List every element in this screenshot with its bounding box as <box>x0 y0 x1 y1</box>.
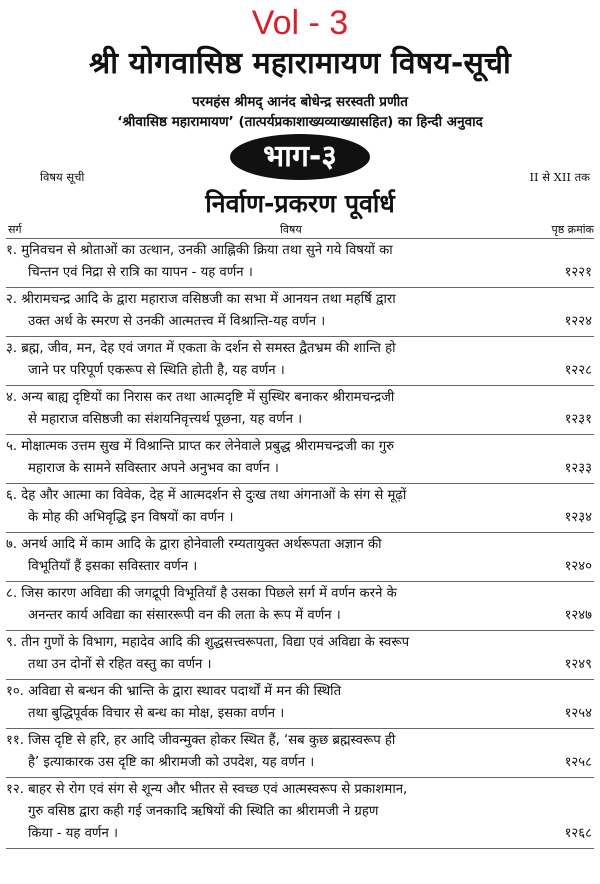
list-item <box>6 680 594 729</box>
column-sarga: सर्ग <box>8 223 22 236</box>
column-headers <box>0 222 600 238</box>
entry-text-line <box>6 654 594 676</box>
entry-text-line <box>6 360 594 382</box>
index-header-row <box>0 170 600 188</box>
entry-text: किया - यह वर्णन । <box>28 826 118 841</box>
list-item <box>6 386 594 435</box>
subtitle-author: परमहंस श्रीमद् आनंद बोधेन्द्र सरस्वती प्रणीत <box>192 94 408 110</box>
entry-text: २. श्रीरामचन्द्र आदि के द्वारा महाराज वसिष्ठजी का सभा में आनयन तथा महर्षि द्वारा <box>6 292 396 307</box>
list-item <box>6 337 594 386</box>
page-number: १२३१ <box>559 409 592 431</box>
entry-text: गुरु वसिष्ठ द्वारा कही गई जनकादि ऋषियों की स्थिति का श्रीरामजी ने ग्रहण <box>28 804 379 819</box>
entry-text: १. मुनिवचन से श्रोताओं का उत्थान, उनकी आह्निकी क्रिया तथा सुने गये विषयों का <box>6 243 393 258</box>
entry-text-line <box>6 338 594 360</box>
entry-text: महाराज के सामने सविस्तार अपने अनुभव का वर्णन । <box>28 461 279 476</box>
list-item <box>6 435 594 484</box>
list-item <box>6 631 594 680</box>
entry-text: चिन्तन एवं निद्रा से रात्रि का यापन - यह वर्णन । <box>28 265 253 280</box>
range-label: II से XII तक <box>529 170 590 184</box>
entry-text-line <box>6 387 594 409</box>
page-number: १२४९ <box>559 654 592 676</box>
entry-text: ४. अन्य बाह्य दृष्टियों का निरास कर तथा आत्मदृष्टि में सुस्थिर बनाकर श्रीरामचन्द्रजी <box>6 390 395 405</box>
subtitle-work: ‘श्रीवासिष्ठ महारामायण’ (तात्पर्यप्रकाशाख्यव्याख्यासहित) का हिन्दी अनुवाद <box>117 114 483 130</box>
entry-text-line <box>6 583 594 605</box>
entry-text: ७. अनर्थ आदि में काम आदि के द्वारा होनेवाली रम्यतायुक्त अर्थरूपता अज्ञान की <box>6 537 382 552</box>
entry-text-line <box>6 436 594 458</box>
entry-text-line <box>6 240 594 262</box>
page-number: १२५८ <box>559 752 592 774</box>
list-item <box>6 484 594 533</box>
volume-label: Vol - 3 <box>251 4 349 42</box>
entry-text: १०. अविद्या से बन्धन की भ्रान्ति के द्वारा स्थावर पदार्थों में मन की स्थिति <box>6 684 342 699</box>
entry-text: जाने पर परिपूर्ण एकरूप से स्थिति होती है, यह वर्णन । <box>28 363 285 378</box>
list-item <box>6 729 594 778</box>
entry-text: ९. तीन गुणों के विभाग, महादेव आदि की शुद्धसत्त्वरूपता, विद्या एवं अविद्या के स्वरूप <box>6 635 410 650</box>
entry-text-line <box>6 409 594 431</box>
entry-text: ८. जिस कारण अविद्या की जगद्रूपी विभूतियाँ है उसका पिछले सर्ग में वर्णन करने के <box>6 586 397 601</box>
entry-text: है’ इत्याकारक उस दृष्टि का श्रीरामजी को उपदेश, यह वर्णन । <box>28 755 315 770</box>
entry-text: १२. बाहर से रोग एवं संग से शून्य और भीतर से स्वच्छ एवं आत्मस्वरूप से प्रकाशमान, <box>6 782 408 797</box>
entry-text: ३. ब्रह्म, जीव, मन, देह एवं जगत में एकता के दर्शन से समस्त द्वैतभ्रम की शान्ति हो <box>6 341 396 356</box>
entry-text-line <box>6 605 594 627</box>
index-label: विषय सूची <box>40 170 85 184</box>
entry-text-line <box>6 681 594 703</box>
part-badge: भाग-३ <box>230 134 370 180</box>
list-item <box>6 582 594 631</box>
entry-text-line <box>6 262 594 284</box>
entry-text-line <box>6 507 594 529</box>
entry-text-line <box>6 823 594 845</box>
entry-text-line <box>6 779 594 801</box>
column-vishay: विषय <box>280 223 302 236</box>
entry-text-line <box>6 556 594 578</box>
main-title: श्री योगवासिष्ठ महारामायण विषय-सूची <box>89 46 511 81</box>
entry-text-line <box>6 485 594 507</box>
page-number: १२४७ <box>559 605 592 627</box>
page-number: १२५४ <box>559 703 592 725</box>
entry-text-line <box>6 801 594 823</box>
page-number: १२२८ <box>559 360 592 382</box>
page-number: १२३३ <box>559 458 592 480</box>
entry-text-line <box>6 534 594 556</box>
entry-list <box>6 238 594 849</box>
entry-text: ५. मोक्षात्मक उत्तम सुख में विश्रान्ति प्राप्त कर लेनेवाले प्रबुद्ध श्रीरामचन्द्रजी का गुरु <box>6 439 395 454</box>
entry-text-line <box>6 289 594 311</box>
entry-text-line <box>6 752 594 774</box>
entry-text-line <box>6 730 594 752</box>
entry-text-line <box>6 311 594 333</box>
list-item <box>6 778 594 849</box>
page-number: १२२१ <box>559 262 592 284</box>
entry-text: अनन्तर कार्य अविद्या का संसाररूपी वन की लता के रूप में वर्णन । <box>28 608 341 623</box>
entry-text: तथा उन दोनों से रहित वस्तु का वर्णन । <box>28 657 212 672</box>
entry-text-line <box>6 703 594 725</box>
page-number: १२४० <box>559 556 592 578</box>
entry-text: ११. जिस दृष्टि से हरि, हर आदि जीवन्मुक्त होकर स्थित हैं, ‘सब कुछ ब्रह्मस्वरूप ही <box>6 733 396 748</box>
list-item <box>6 533 594 582</box>
entry-text: के मोह की अभिवृद्धि इन विषयों का वर्णन । <box>28 510 234 525</box>
list-item <box>6 238 594 288</box>
column-page: पृष्ठ क्रमांक <box>551 223 594 236</box>
entry-text: तथा बुद्धिपूर्वक विचार से बन्ध का मोक्ष, इसका वर्णन । <box>28 706 285 721</box>
page-number: १२२४ <box>559 311 592 333</box>
entry-text: से महाराज वसिष्ठजी का संशयनिवृत्त्यर्थ पूछना, यह वर्णन । <box>28 412 303 427</box>
entry-text: विभूतियाँ हैं इसका सविस्तार वर्णन । <box>28 559 198 574</box>
page-number: १२६८ <box>559 823 592 845</box>
entry-text-line <box>6 632 594 654</box>
list-item <box>6 288 594 337</box>
entry-text: ६. देह और आत्मा का विवेक, देह में आत्मदर्शन से दुःख तथा अंगनाओं के संग से मूढ़ों <box>6 488 407 503</box>
page-number: १२३४ <box>559 507 592 529</box>
entry-text: उक्त अर्थ के स्मरण से उनकी आत्मतत्त्व में विश्रान्ति-यह वर्णन । <box>28 314 326 329</box>
entry-text-line <box>6 458 594 480</box>
section-title: निर्वाण-प्रकरण पूर्वार्ध <box>205 189 395 218</box>
